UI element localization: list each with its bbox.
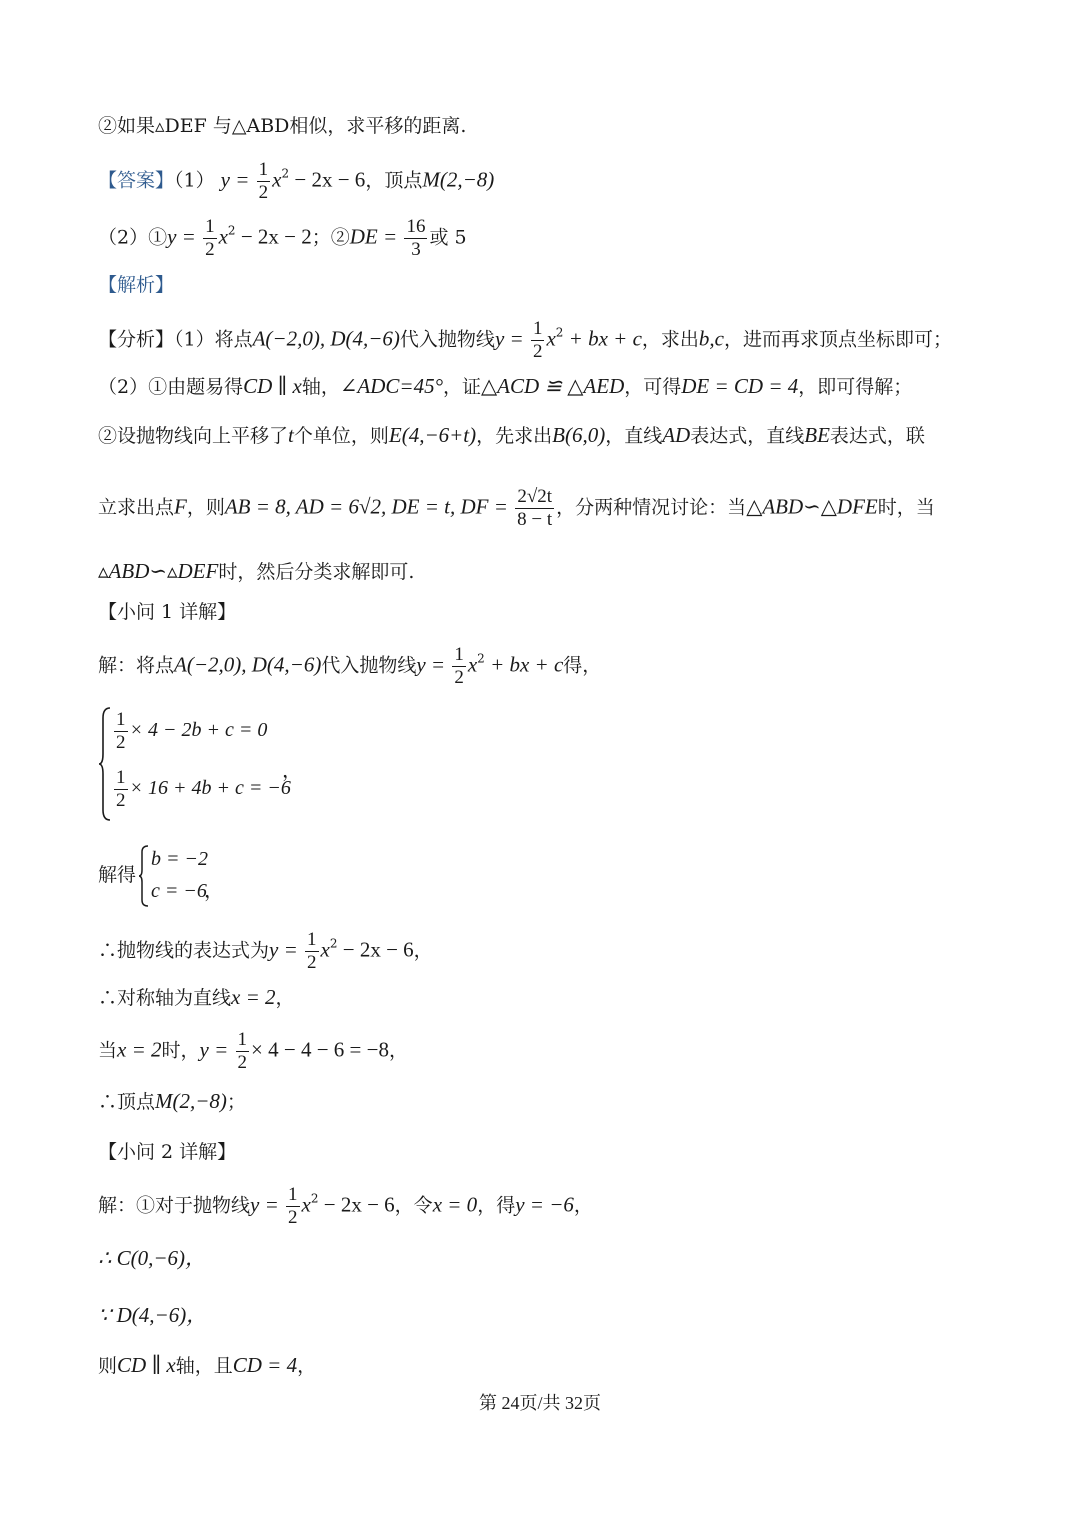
text: ； [226,1091,246,1113]
fraction [203,217,217,260]
math: b,c [698,326,724,351]
math: ∠ADC=45° [339,374,443,398]
text: ；② [311,226,350,249]
text: ∴顶点 [98,1091,156,1113]
fraction [452,645,466,688]
den: 8 − t [517,508,553,530]
math: × 4 − 4 − 6 = −8 [251,1037,389,1062]
math: − 2x − 6 [318,1192,395,1217]
math: AD [662,423,691,447]
text: 或 5 [429,226,467,249]
math: y = [167,224,202,249]
math: △ABD∽△DFE [746,494,878,519]
solution-line-8: ∵ D(4,−6)， [98,1303,208,1327]
text: 代入抛物线 [321,654,417,677]
equation: c = −6 [151,880,207,902]
text: ，即可得解； [798,376,913,398]
problem-line: ②如果▵DEF 与△ABD相似，求平移的距离. [98,115,467,137]
den: 2 [237,1051,248,1073]
math: + bx + c [484,652,564,677]
math: F [174,494,187,519]
math: CD [243,374,273,398]
text: ∴对称轴为直线 [98,987,232,1009]
den: 2 [307,951,317,973]
fraction [114,710,128,753]
text: 解：①对于抛物线 [98,1194,251,1217]
math: x [320,937,330,962]
math: − 2x − 6 [289,167,366,192]
num: 1 [307,929,317,950]
analysis-line-3 [98,425,925,446]
text: ， [204,880,224,902]
text: ，证 [443,376,482,398]
solution-line-7: ∴ C(0,−6)， [98,1246,207,1270]
text: 表达式，直线 [690,425,805,447]
solution-line-6 [98,1185,593,1228]
text: ， [297,1355,317,1377]
math: CD = 4 [232,1353,298,1377]
math: E(4,−6+t) [388,423,477,447]
math: CD ∥ x [117,1353,176,1377]
num: 1 [116,767,126,788]
text: （1）将点 [174,328,253,351]
text: ，分两种情况讨论：当 [556,496,747,519]
math: + bx + c [563,326,642,351]
sup: 2 [227,223,236,238]
sub-question-2-tag: 【小问 2 详解】 [98,1141,237,1163]
math: y = [250,1192,285,1217]
den: 2 [116,789,126,811]
sup: 2 [281,166,290,181]
math: − 2x − 2 [235,224,312,249]
den: 2 [258,181,269,203]
num: 1 [454,644,464,665]
equation-system [98,706,338,822]
fraction [531,319,545,362]
math: x = 2 [117,1037,162,1062]
math: x [301,1192,311,1217]
math: △ACD ≌ △AED [481,374,625,398]
brace-icon [98,706,112,822]
math: x [218,224,228,249]
math: A(−2,0), D(4,−6) [174,652,322,677]
math: x = 2 [231,985,276,1009]
solution-line-3 [98,987,295,1008]
math: y = −6 [515,1192,574,1217]
text: 解：将点 [98,654,175,677]
fraction [257,160,271,203]
num: 1 [288,1184,298,1205]
page-footer: 第 24页/共 32页 [478,1393,601,1413]
math: y = [416,652,451,677]
equation: × 4 − 2b + c = 0 [129,719,268,742]
fraction [515,487,554,530]
text: 表达式，联 [829,425,925,447]
num: 1 [258,159,269,180]
text: 【分析】 [98,328,175,351]
math: DE = CD = 4 [681,374,799,398]
math: A(−2,0), D(4,−6) [252,326,400,351]
math: y = [199,1037,234,1062]
text: 立求出点 [98,496,175,519]
den: 2 [116,731,126,753]
math: ∥ [272,374,293,398]
math: x [292,374,302,398]
solution-line-1 [98,645,601,688]
solved-system [138,844,228,908]
vertex: M(2,−8) [422,167,495,192]
num: 1 [237,1029,248,1050]
text: ，则 [186,496,225,519]
solution-line-4 [98,1030,408,1073]
solution-line-2 [98,930,433,973]
den: 2 [288,1206,298,1228]
text: 时，然后分类求解即可. [218,561,415,583]
text: ，令 [394,1194,433,1217]
sup: 2 [555,325,564,340]
sup: 2 [310,1191,319,1206]
analysis-line-2 [98,376,912,397]
math: y = [269,937,304,962]
fraction [236,1030,250,1073]
math: AB = 8, AD = 6√2, DE = t, DF = [224,494,514,519]
text: ， [573,1194,593,1217]
text: 则 [98,1355,118,1377]
answer-tag: 【答案】 [98,169,175,192]
math: x [546,326,556,351]
text: 时，当 [877,496,935,519]
math: M(2,−8) [155,1089,227,1113]
solution-line-9 [98,1355,316,1376]
text: ∴抛物线的表达式为 [98,939,270,962]
text: ②设抛物线向上平移了 [98,425,289,447]
den: 2 [532,340,543,362]
text: 得， [563,654,602,677]
text: ，得 [477,1194,516,1217]
text: 代入抛物线 [399,328,495,351]
math: t [288,423,294,447]
den: 3 [411,238,421,260]
text: 轴，且 [175,1355,233,1377]
text: 时， [161,1039,200,1062]
text: ，顶点 [365,169,423,192]
text: 个单位，则 [293,425,389,447]
num: 16 [406,216,426,237]
math: y = [220,167,255,192]
sup: 2 [329,936,338,951]
analysis-line-4 [98,487,935,530]
solved-label: 解得 [98,864,137,886]
math: − 2x − 6 [337,937,414,962]
text: ，求出 [641,328,699,351]
math: y = [494,326,529,351]
answer-line-1 [98,160,494,203]
math: x [272,167,282,192]
math: x [467,652,478,677]
text: 轴， [301,376,340,398]
text: ，先求出 [476,425,553,447]
text: ，进而再求顶点坐标即可； [723,328,952,351]
text: （1） [174,169,215,192]
sup: 2 [477,651,485,666]
num: 1 [532,318,543,339]
text: ，直线 [605,425,663,447]
text: ，可得 [624,376,682,398]
analysis-line-5 [98,561,414,582]
text: ， [389,1039,409,1062]
solution-line-5 [98,1091,246,1112]
equation: × 16 + 4b + c = −6 [129,777,291,800]
text: （2）①由题易得 [98,376,244,398]
text: （2）① [98,226,168,249]
equation: b = −2 [151,848,208,870]
text: 当 [98,1039,118,1062]
sub-question-1-tag: 【小问 1 详解】 [98,601,237,623]
answer-line-2 [98,217,467,260]
num: 1 [205,216,215,237]
math: x = 0 [432,1192,478,1217]
text: ， [413,939,433,962]
text: ， [275,987,295,1009]
fraction [114,768,128,811]
analysis-tag: 【解析】 [98,274,175,296]
text: ， [282,760,302,782]
num: 1 [116,709,126,730]
num: 2√2t [517,486,553,507]
math: DE = [349,224,403,249]
brace-icon [138,844,150,908]
fraction [305,930,319,973]
math: B(6,0) [552,423,606,447]
fenxi-line [98,319,952,362]
math: BE [804,423,830,447]
den: 2 [454,666,464,688]
den: 2 [205,238,215,260]
fraction [286,1185,300,1228]
math: ▵ABD∽▵DEF [98,559,219,583]
fraction [404,217,427,260]
